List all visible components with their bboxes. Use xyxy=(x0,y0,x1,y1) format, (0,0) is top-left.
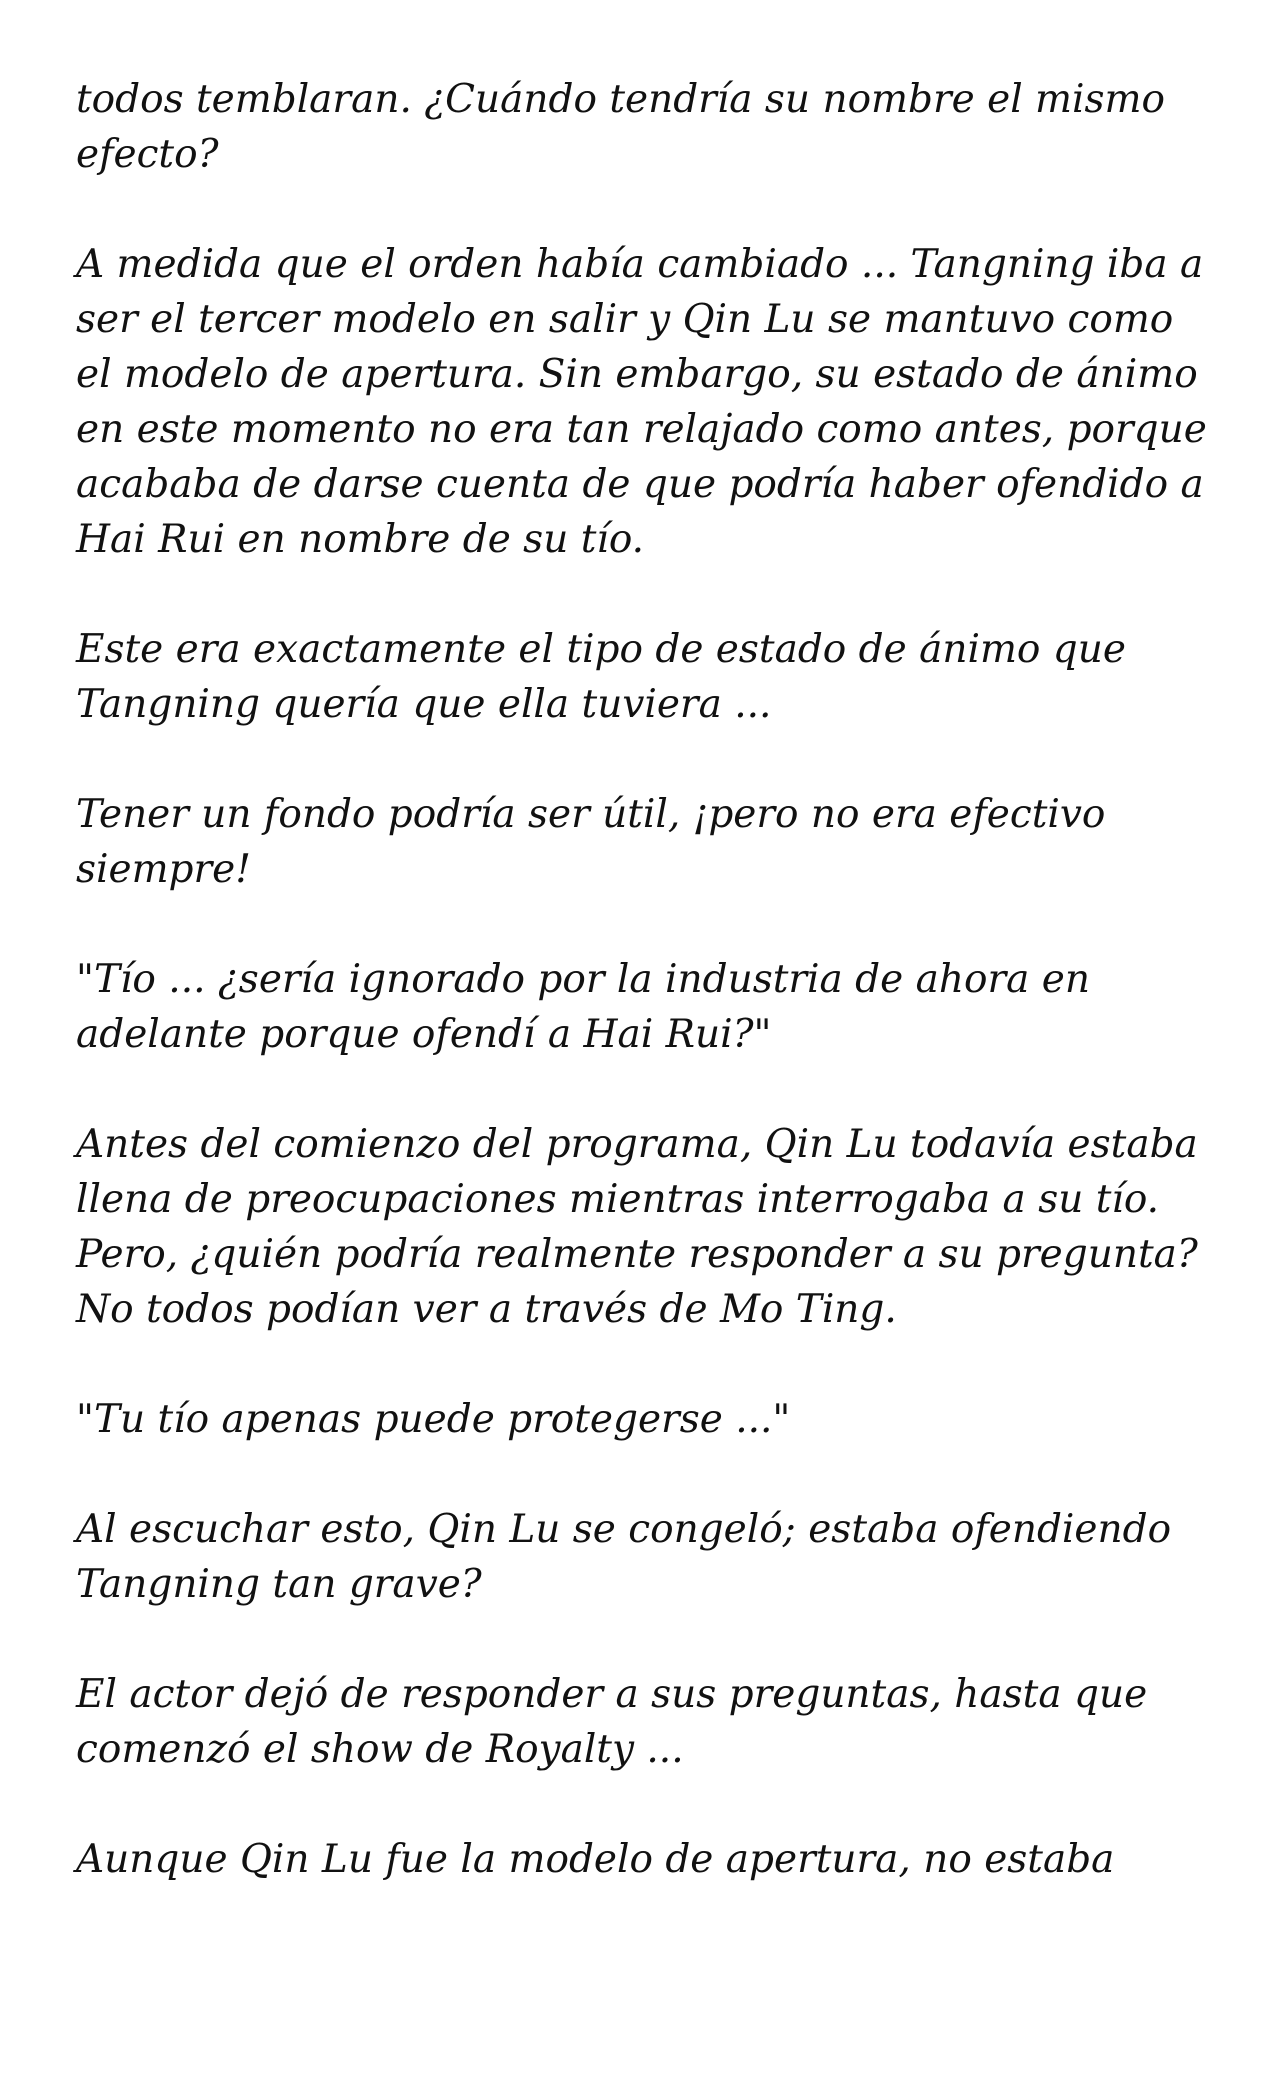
paragraph-1: todos temblaran. ¿Cuándo tendría su nombre el mismo efecto? xyxy=(76,77,1165,177)
paragraph-9: El actor dejó de responder a sus preguntas, hasta que comenzó el show de Royalty ... xyxy=(76,1672,1148,1772)
paragraph-8: Al escuchar esto, Qin Lu se congeló; estaba ofendiendo Tangning tan grave? xyxy=(76,1507,1172,1607)
paragraph-7: "Tu tío apenas puede protegerse ..." xyxy=(76,1397,791,1442)
paragraph-10: Aunque Qin Lu fue la modelo de apertura, no estaba xyxy=(76,1837,1115,1882)
paragraph-6: Antes del comienzo del programa, Qin Lu todavía estaba llena de preocupaciones mientras interrogaba a su tío. Pero, ¿quién podría realmente responder a su pregunta? No todos podían ver a través de Mo Ting. xyxy=(76,1122,1198,1332)
paragraph-2: A medida que el orden había cambiado ... Tangning iba a ser el tercer modelo en salir y Qin Lu se mantuvo como el modelo de apertura. Sin embargo, su estado de ánimo en este momento no era tan relajado como antes, porque acababa de darse cuenta de que podría haber ofendido a Hai Rui en nombre de su tío. xyxy=(76,242,1207,562)
paragraph-5: "Tío ... ¿sería ignorado por la industria de ahora en adelante porque ofendí a Hai Rui?" xyxy=(76,957,1090,1057)
paragraph-4: Tener un fondo podría ser útil, ¡pero no era efectivo siempre! xyxy=(76,792,1106,892)
paragraph-3: Este era exactamente el tipo de estado de ánimo que Tangning quería que ella tuviera ... xyxy=(76,627,1126,727)
